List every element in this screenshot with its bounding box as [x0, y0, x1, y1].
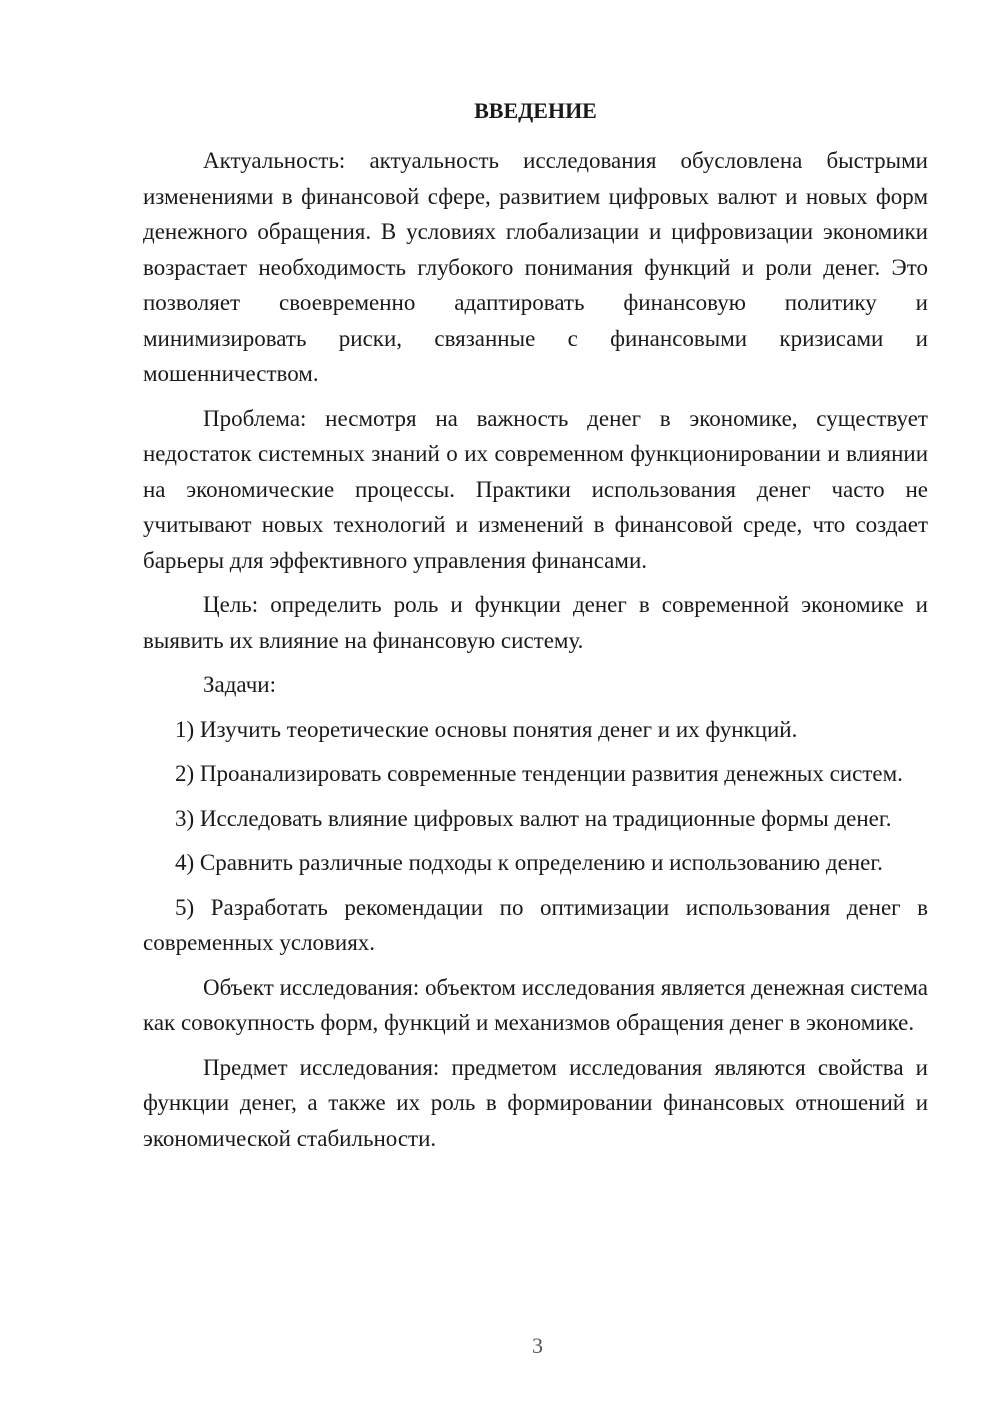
page-number: 3	[532, 1333, 543, 1358]
task-item: 2) Проанализировать современные тенденции развития денежных систем.	[175, 761, 903, 786]
task-item: 1) Изучить теоретические основы понятия денег и их функций.	[175, 716, 798, 742]
task-item: 4) Сравнить различные подходы к определению и использованию денег.	[175, 850, 883, 875]
task-item: 3) Исследовать влияние цифровых валют на традиционные формы денег.	[175, 805, 892, 831]
object-paragraph: Объект исследования: объектом исследования является денежная система как совокупность форм, функций и механизмов обращения денег в экономике.	[143, 974, 928, 1035]
task-item: 5) Разработать рекомендации по оптимизации использования денег в современных условиях.	[143, 894, 928, 955]
tasks-title: Задачи:	[203, 672, 276, 697]
goal-paragraph: Цель: определить роль и функции денег в современной экономике и выявить их влияние на финансовую систему.	[143, 592, 928, 653]
section-heading: ВВЕДЕНИЕ	[474, 98, 597, 123]
subject-paragraph: Предмет исследования: предметом исследования являются свойства и функции денег, а также их роль в формировании финансовых отношений и экономической стабильности.	[143, 1054, 928, 1151]
relevance-paragraph: Актуальность: актуальность исследования обусловлена быстрыми изменениями в финансовой сфере, развитием цифровых валют и новых форм денежного обращения. В условиях глобализации и цифровизации экономики возрастает необходимость глубокого понимания функций и роли денег. Это позволяет своевременно адаптировать финансовую политику и минимизировать риски, связанные с финансовыми кризисами и мошенничеством.	[143, 148, 928, 386]
problem-paragraph: Проблема: несмотря на важность денег в экономике, существует недостаток системных знаний о их современном функционировании и влиянии на экономические процессы. Практики использования денег часто не учитывают новых технологий и изменений в финансовой среде, что создает барьеры для эффективного управления финансами.	[143, 405, 928, 573]
document-body	[143, 95, 928, 1165]
